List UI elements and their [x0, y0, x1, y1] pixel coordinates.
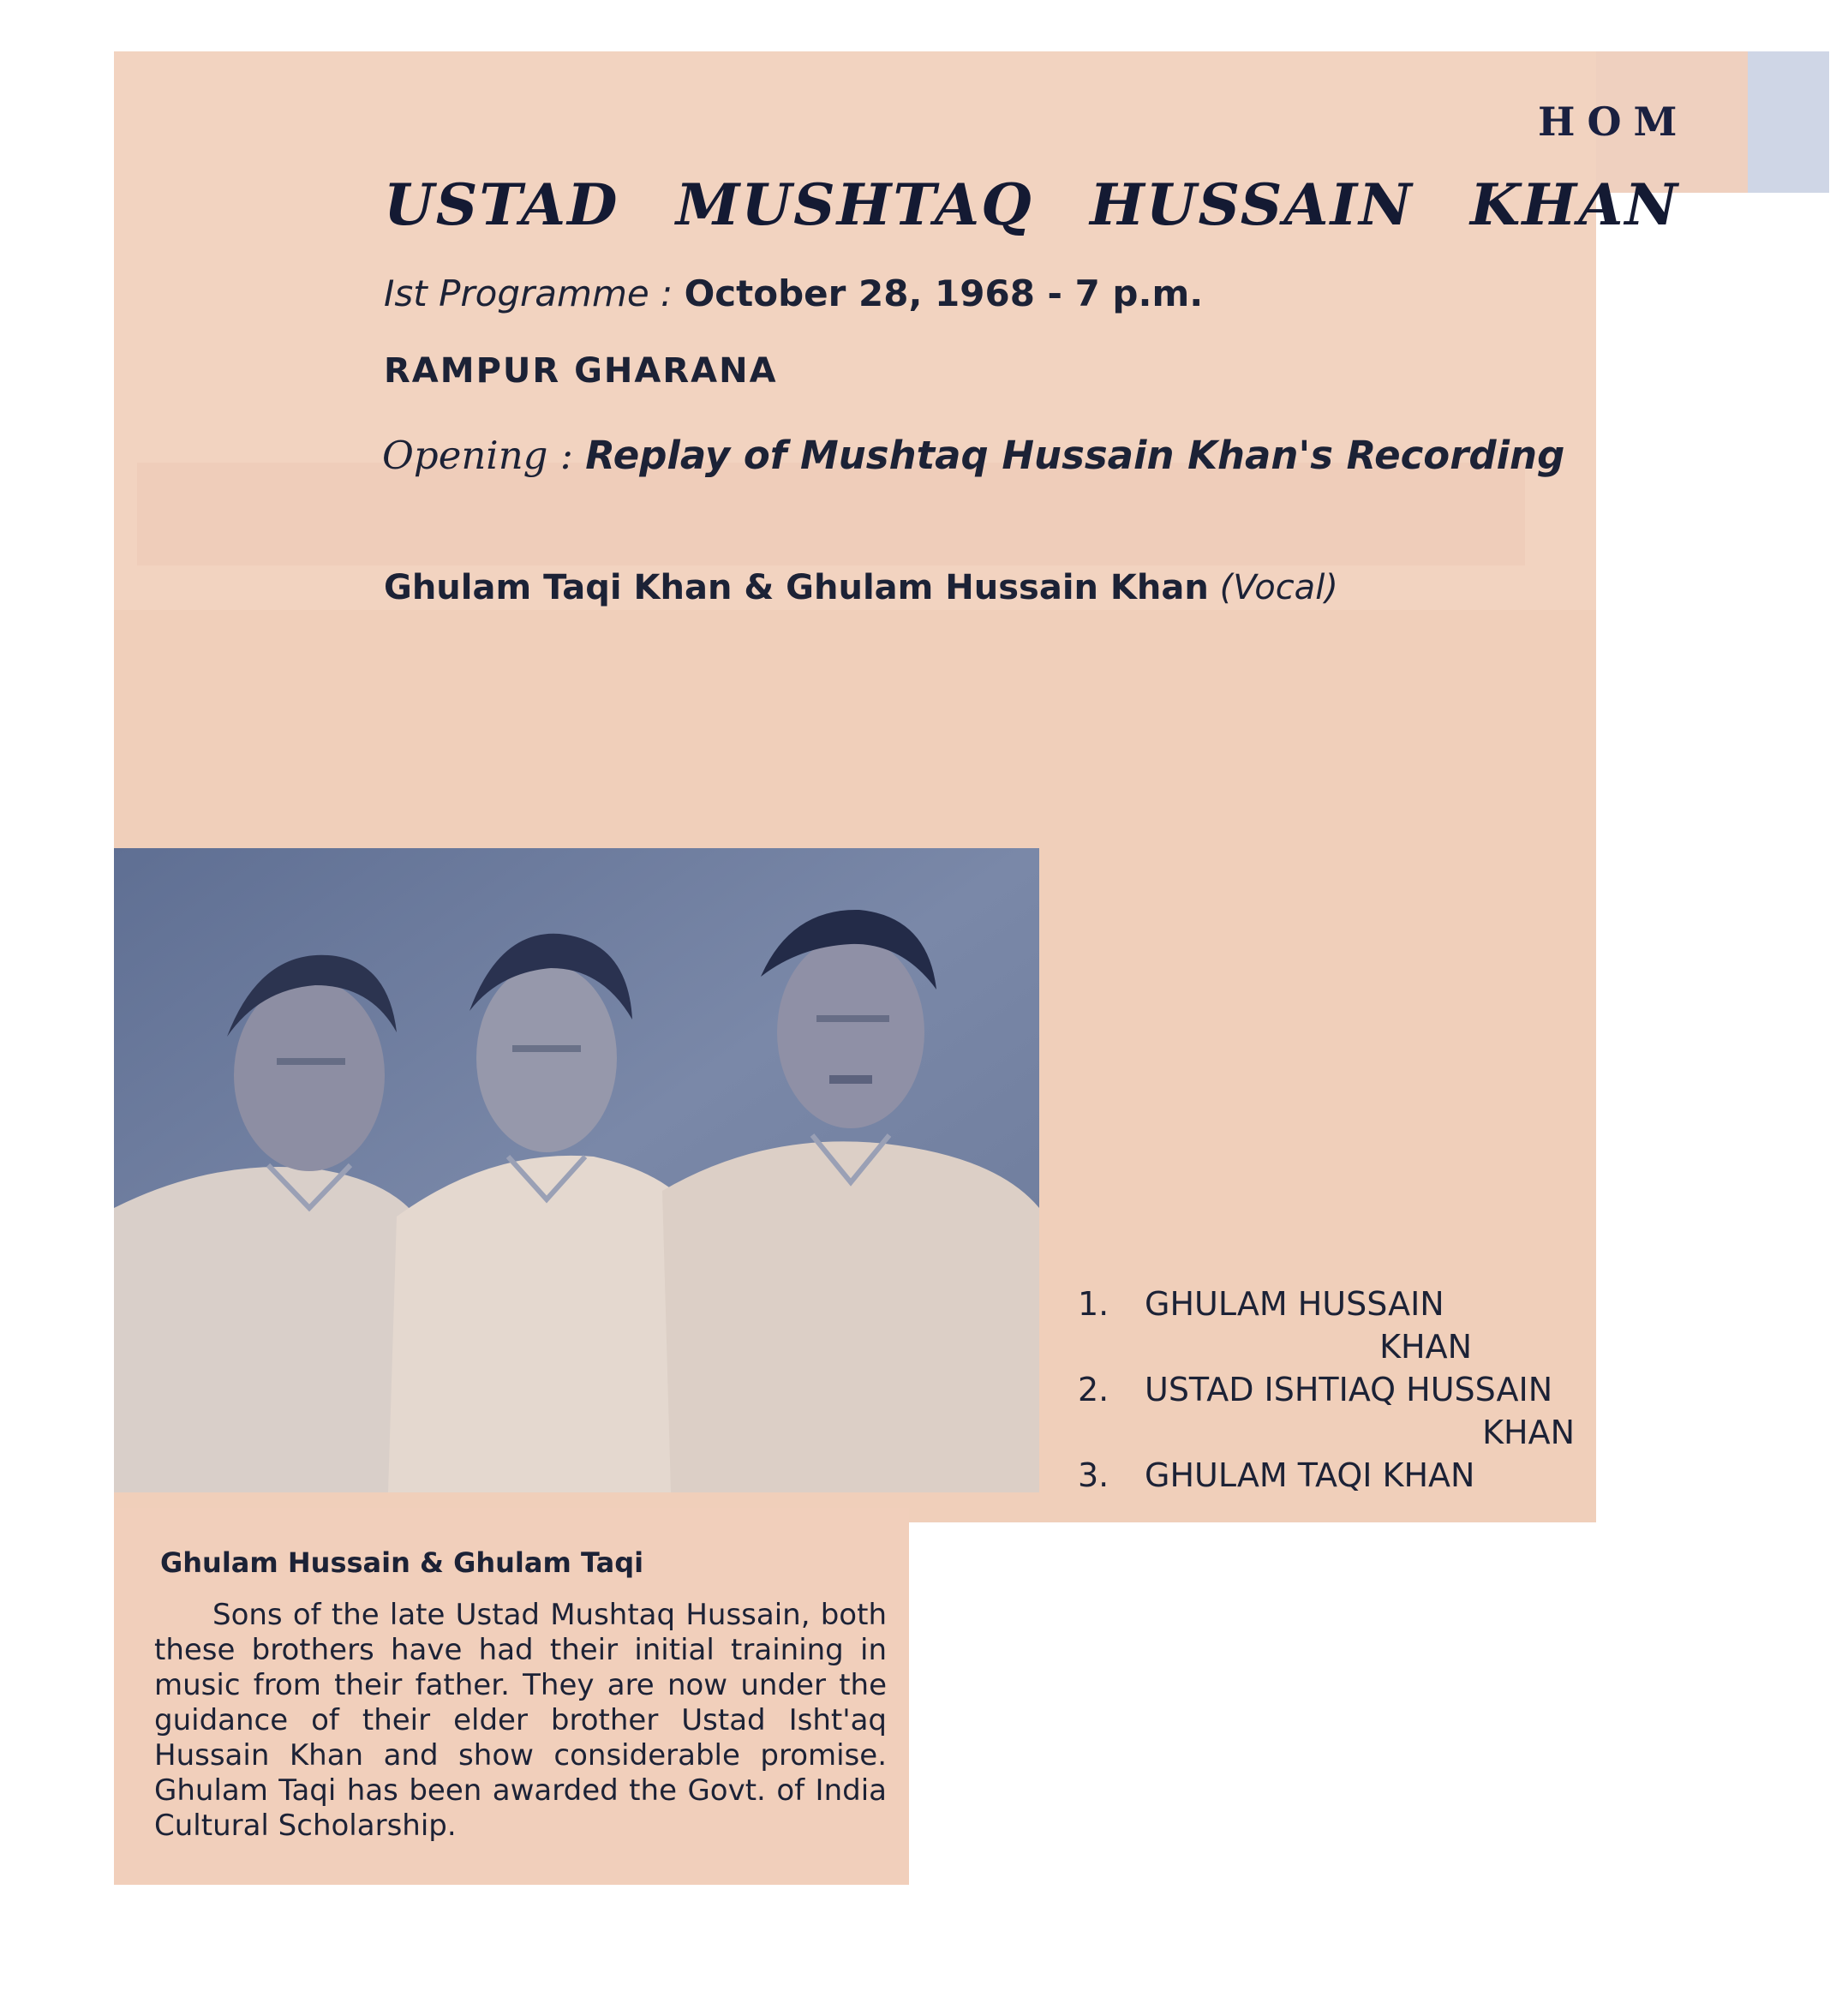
header-fragment: HOM: [1538, 99, 1690, 145]
legend-name: USTAD ISHTIAQ HUSSAIN: [1145, 1371, 1553, 1408]
legend-number: 2.: [1078, 1371, 1109, 1408]
fold-shadow: [137, 463, 1525, 565]
legend-name: GHULAM TAQI KHAN: [1145, 1456, 1475, 1494]
opening-text: Replay of Mushtaq Hussain Khan's Recording: [585, 433, 1565, 478]
legend-name-continued: KHAN: [1482, 1414, 1575, 1451]
legend-name-continued: KHAN: [1379, 1328, 1472, 1366]
legend-item: [1078, 1285, 1472, 1371]
legend-name: GHULAM HUSSAIN: [1145, 1285, 1444, 1323]
legend-item: [1078, 1371, 1575, 1456]
performers-role: (Vocal): [1219, 568, 1338, 607]
blue-edge-strip: [1748, 51, 1829, 193]
opening-line: [382, 433, 1564, 478]
musicians-photo: [114, 848, 1039, 1492]
gharana-heading: RAMPUR GHARANA: [384, 351, 778, 391]
page-title: USTAD MUSHTAQ HUSSAIN KHAN: [384, 171, 1680, 238]
caption-body: Sons of the late Ustad Mushtaq Hussain, both these brothers have had their initial training in music from their father. They are now under the guidance of their elder brother Ustad Isht'aq Hussain Khan and show considerable promise. Ghulam Taqi has been awarded the Govt. of India Cultural Scholarship.: [154, 1598, 887, 1843]
programme-label: Ist Programme :: [384, 272, 673, 314]
legend-number: 3.: [1078, 1456, 1109, 1494]
performers-line: [384, 568, 1338, 607]
programme-date-time: October 28, 1968 - 7 p.m.: [684, 272, 1204, 314]
programme-line: [384, 272, 1203, 314]
legend-item: [1078, 1456, 1575, 1499]
opening-label: Opening :: [382, 433, 573, 478]
performers-names: Ghulam Taqi Khan & Ghulam Hussain Khan: [384, 568, 1209, 607]
caption-title: Ghulam Hussain & Ghulam Taqi: [160, 1546, 644, 1579]
legend-number: 1.: [1078, 1285, 1109, 1323]
